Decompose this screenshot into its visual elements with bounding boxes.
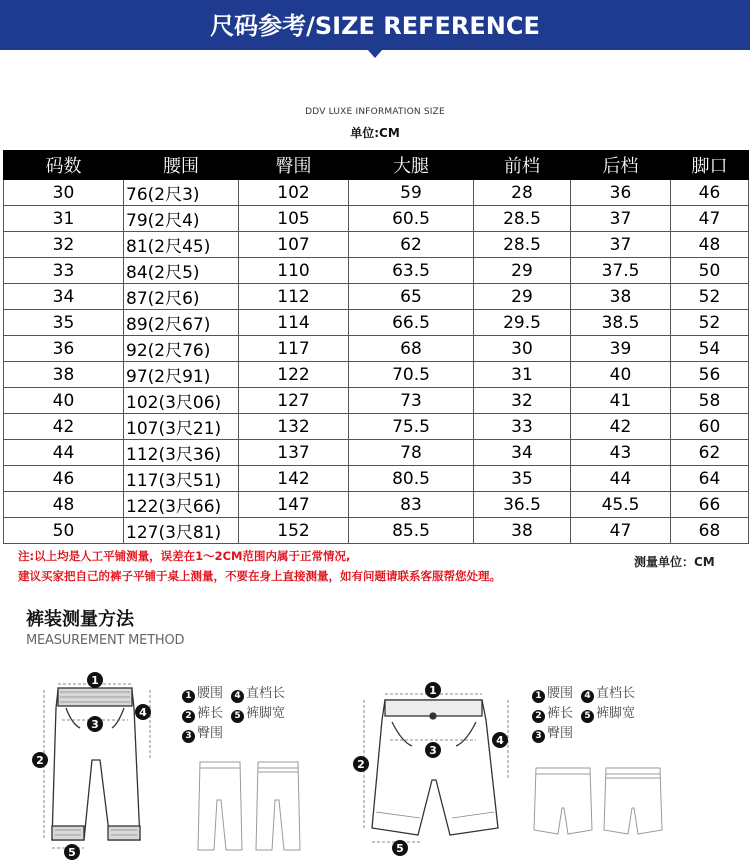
table-cell: 62 [671,440,749,466]
table-cell: 78 [349,440,474,466]
table-cell: 42 [4,414,124,440]
banner-title: 尺码参考/SIZE REFERENCE [210,12,540,40]
table-cell: 64 [671,466,749,492]
table-cell: 66 [671,492,749,518]
marker-number: 1 [91,674,99,687]
table-cell: 68 [349,336,474,362]
table-cell: 36.5 [474,492,571,518]
table-cell: 62 [349,232,474,258]
legend-label: 裤长 [197,706,224,721]
table-cell: 58 [671,388,749,414]
table-cell: 84(2尺5) [124,258,239,284]
table-cell: 122(3尺66) [124,492,239,518]
legend-label: 直档长 [246,686,286,701]
table-cell: 30 [474,336,571,362]
table-cell: 54 [671,336,749,362]
marker-number: 3 [429,744,437,757]
table-cell: 44 [571,466,671,492]
table-cell: 46 [671,180,749,206]
table-cell: 152 [239,518,349,544]
legend-number: 5 [581,710,594,723]
legend-label: 臀围 [197,726,224,741]
table-cell: 75.5 [349,414,474,440]
table-cell: 112(3尺36) [124,440,239,466]
legend-number: 3 [532,730,545,743]
table-cell: 34 [4,284,124,310]
table-cell: 60.5 [349,206,474,232]
table-cell: 81(2尺45) [124,232,239,258]
measure-unit: 测量单位：CM [634,555,715,569]
table-cell: 28.5 [474,232,571,258]
table-cell: 147 [239,492,349,518]
table-cell: 42 [571,414,671,440]
table-cell: 79(2尺4) [124,206,239,232]
table-cell: 48 [671,232,749,258]
shorts-thumbnail-back [604,768,662,834]
table-cell: 112 [239,284,349,310]
header-cell: 后档 [571,151,671,180]
legend-row [532,704,635,724]
table-cell: 97(2尺91) [124,362,239,388]
shorts-illustration [372,700,498,835]
table-cell: 41 [571,388,671,414]
table-cell: 40 [4,388,124,414]
table-cell: 33 [474,414,571,440]
table-cell: 29 [474,258,571,284]
header-cell: 大腿 [349,151,474,180]
table-cell: 70.5 [349,362,474,388]
table-cell: 46 [4,466,124,492]
table-cell: 56 [671,362,749,388]
table-cell: 38 [4,362,124,388]
legend-number: 1 [532,690,545,703]
table-cell: 34 [474,440,571,466]
table-cell: 107 [239,232,349,258]
header-cell: 臀围 [239,151,349,180]
legend-row [182,684,285,704]
table-cell: 47 [571,518,671,544]
legend-number: 4 [231,690,244,703]
table-cell: 37 [571,206,671,232]
measure-marker [492,732,508,748]
legend-right [532,684,635,744]
legend-number: 2 [182,710,195,723]
table-cell: 105 [239,206,349,232]
shorts-thumbnail-front [534,768,592,834]
legend-label: 腰围 [197,686,224,701]
header-cell: 码数 [4,151,124,180]
legend-number: 1 [182,690,195,703]
table-cell: 102(3尺06) [124,388,239,414]
table-cell: 117(3尺51) [124,466,239,492]
legend-number: 3 [182,730,195,743]
legend-left [182,684,285,744]
table-cell: 35 [4,310,124,336]
legend-label: 臀围 [547,726,574,741]
legend-label: 裤脚宽 [246,706,286,721]
table-cell: 31 [474,362,571,388]
table-cell: 37 [571,232,671,258]
table-cell: 92(2尺76) [124,336,239,362]
method-title: 裤装测量方法 [26,609,134,630]
table-cell: 76(2尺3) [124,180,239,206]
table-cell: 31 [4,206,124,232]
table-cell: 59 [349,180,474,206]
measure-marker [353,756,369,772]
table-cell: 110 [239,258,349,284]
long-pants-thumbnail-front [198,762,242,850]
legend-number: 4 [581,690,594,703]
table-cell: 50 [4,518,124,544]
table-cell: 83 [349,492,474,518]
marker-number: 4 [496,734,504,747]
table-cell: 52 [671,310,749,336]
table-cell: 47 [671,206,749,232]
marker-number: 3 [91,718,99,731]
table-cell: 66.5 [349,310,474,336]
table-cell: 127 [239,388,349,414]
table-cell: 87(2尺6) [124,284,239,310]
legend-label: 直档长 [596,686,636,701]
table-cell: 107(3尺21) [124,414,239,440]
table-cell: 38 [474,518,571,544]
table-cell: 142 [239,466,349,492]
legend-number: 2 [532,710,545,723]
table-cell: 38 [571,284,671,310]
table-cell: 35 [474,466,571,492]
marker-number: 2 [357,758,365,771]
long-pants-thumbnail-back [256,762,300,850]
table-cell: 39 [571,336,671,362]
legend-label: 裤脚宽 [596,706,636,721]
table-cell: 80.5 [349,466,474,492]
table-cell: 32 [4,232,124,258]
measure-marker [425,742,441,758]
table-cell: 102 [239,180,349,206]
legend-label: 腰围 [547,686,574,701]
table-cell: 32 [474,388,571,414]
table-cell: 36 [571,180,671,206]
table-cell: 117 [239,336,349,362]
unit-line: 单位:CM [350,126,400,140]
measure-marker [425,682,441,698]
legend-number: 5 [231,710,244,723]
table-cell: 44 [4,440,124,466]
table-cell: 73 [349,388,474,414]
table-cell: 43 [571,440,671,466]
note-line-1: 注:以上均是人工平铺测量，误差在1～2CM范围内属于正常情况, [18,549,351,563]
table-cell: 50 [671,258,749,284]
table-cell: 52 [671,284,749,310]
table-cell: 29 [474,284,571,310]
marker-number: 4 [139,706,147,719]
legend-row [532,724,635,744]
table-cell: 28.5 [474,206,571,232]
measure-marker [64,844,80,860]
legend-row [182,704,285,724]
marker-number: 2 [36,754,44,767]
header-cell: 前档 [474,151,571,180]
header-cell: 脚口 [671,151,749,180]
legend-label: 裤长 [547,706,574,721]
measure-marker [32,752,48,768]
measure-marker [392,840,408,856]
legend-row [182,724,285,744]
table-cell: 37.5 [571,258,671,284]
brand-line: DDV LUXE INFORMATION SIZE [305,107,445,117]
table-cell: 114 [239,310,349,336]
table-cell: 48 [4,492,124,518]
measure-marker [135,704,151,720]
table-cell: 40 [571,362,671,388]
method-subtitle: MEASUREMENT METHOD [26,633,185,648]
table-cell: 28 [474,180,571,206]
table-cell: 38.5 [571,310,671,336]
table-cell: 89(2尺67) [124,310,239,336]
table-cell: 132 [239,414,349,440]
table-cell: 137 [239,440,349,466]
table-cell: 127(3尺81) [124,518,239,544]
header-cell: 腰围 [124,151,239,180]
measure-marker [87,672,103,688]
table-cell: 30 [4,180,124,206]
table-cell: 29.5 [474,310,571,336]
table-cell: 122 [239,362,349,388]
legend-row [532,684,635,704]
table-cell: 36 [4,336,124,362]
measure-marker [87,716,103,732]
marker-number: 5 [68,846,76,859]
table-cell: 33 [4,258,124,284]
table-cell: 85.5 [349,518,474,544]
marker-number: 1 [429,684,437,697]
note-line-2: 建议买家把自己的裤子平铺于桌上测量，不要在身上直接测量，如有问题请联系客服帮您处理。 [18,569,501,583]
marker-number: 5 [396,842,404,855]
table-cell: 60 [671,414,749,440]
table-cell: 65 [349,284,474,310]
table-cell: 45.5 [571,492,671,518]
long-pants-illustration [52,688,140,840]
table-cell: 63.5 [349,258,474,284]
table-cell: 68 [671,518,749,544]
